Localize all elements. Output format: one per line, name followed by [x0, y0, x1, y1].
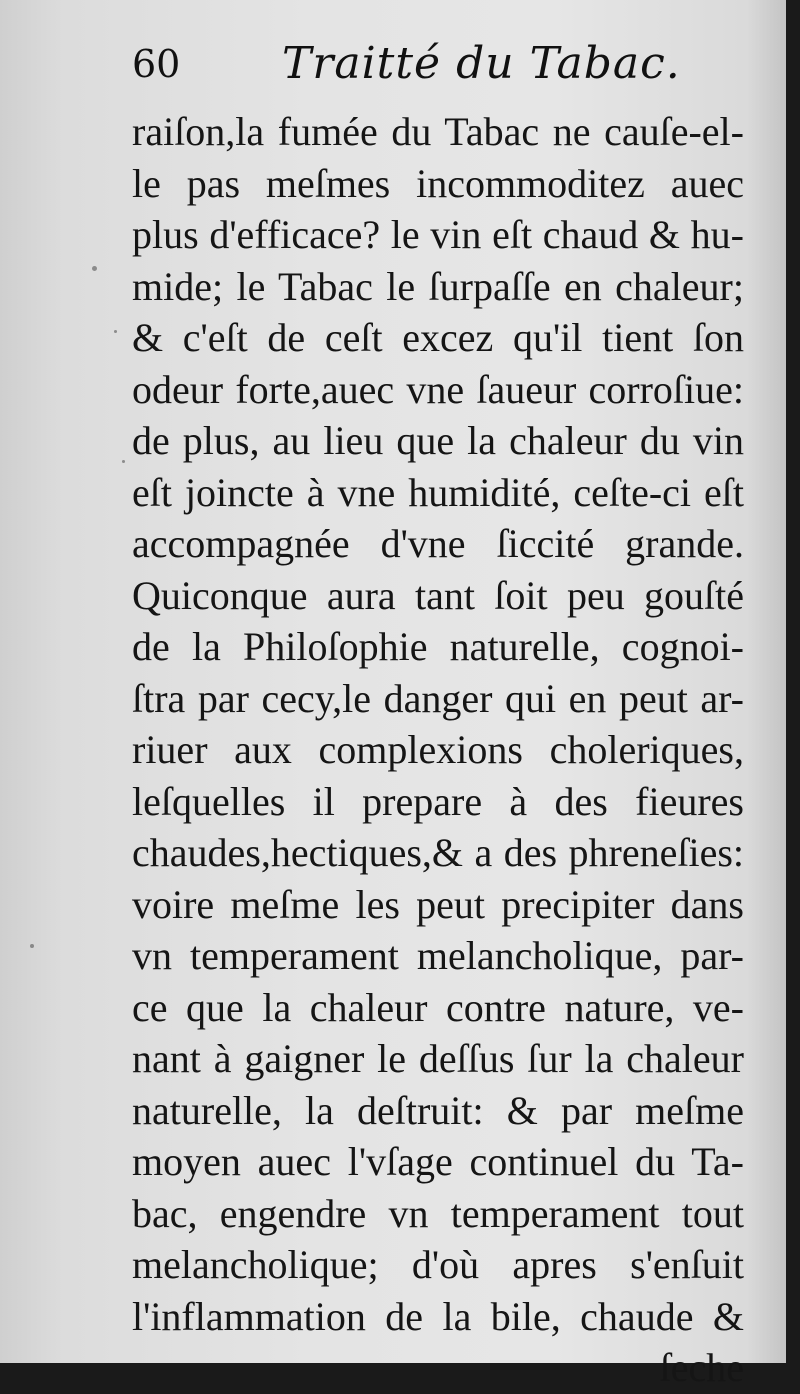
ink-speck: [92, 266, 97, 271]
ink-speck: [122, 460, 125, 463]
text-line: mide; le Tabac le ſurpaſſe en chaleur;: [132, 263, 744, 309]
text-line: accompagnée d'vne ſiccité grande.: [132, 521, 744, 566]
text-line: de la Philoſophie naturelle, cognoi-: [132, 624, 744, 669]
body-text: [132, 106, 744, 1394]
page-number: 60: [132, 42, 181, 86]
text-line: naturelle, la deſtruit: & par meſme: [132, 1087, 744, 1133]
text-line: le pas meſmes incommoditez auec: [132, 160, 744, 206]
ink-speck: [30, 944, 34, 948]
text-line: Quiconque aura tant ſoit peu gouſté: [132, 572, 744, 618]
text-line: vn temperament melancholique, par-: [132, 933, 744, 978]
running-title: Traitté du Tabac.: [282, 38, 681, 89]
text-line: nant à gaigner le deſſus ſur la chaleur: [132, 1036, 744, 1081]
text-line: riuer aux complexions choleriques,: [132, 727, 744, 772]
text-line: ce que la chaleur contre nature, ve-: [132, 984, 744, 1030]
ink-speck: [114, 330, 117, 333]
text-line: l'inflammation de la bile, chaude &: [132, 1293, 744, 1339]
text-line: voire meſme les peut precipiter dans: [132, 881, 744, 927]
text-line: eſt joincte à vne humidité, ceſte-ci eſt: [132, 469, 744, 515]
text-line: & c'eſt de ceſt excez qu'il tient ſon: [132, 315, 744, 360]
catchword: ſeche: [659, 1345, 744, 1390]
text-line: leſquelles il prepare à des fieures: [132, 778, 744, 824]
text-line: de plus, au lieu que la chaleur du vin: [132, 418, 744, 463]
text-line: raiſon,la fumée du Tabac ne cauſe-el-: [132, 109, 744, 154]
text-line: chaudes,hectiques,& a des phreneſies:: [132, 830, 744, 875]
text-line: bac, engendre vn temperament tout: [132, 1190, 744, 1236]
text-line: melancholique; d'où apres s'enſuit: [132, 1242, 744, 1287]
text-line: plus d'efficace? le vin eſt chaud & hu-: [132, 212, 744, 257]
text-line: ſtra par cecy,le danger qui en peut ar-: [132, 675, 744, 721]
text-line: odeur forte,auec vne ſaueur corroſiue:: [132, 366, 744, 412]
text-line: moyen auec l'vſage continuel du Ta-: [132, 1139, 744, 1184]
page-header: [132, 38, 752, 98]
